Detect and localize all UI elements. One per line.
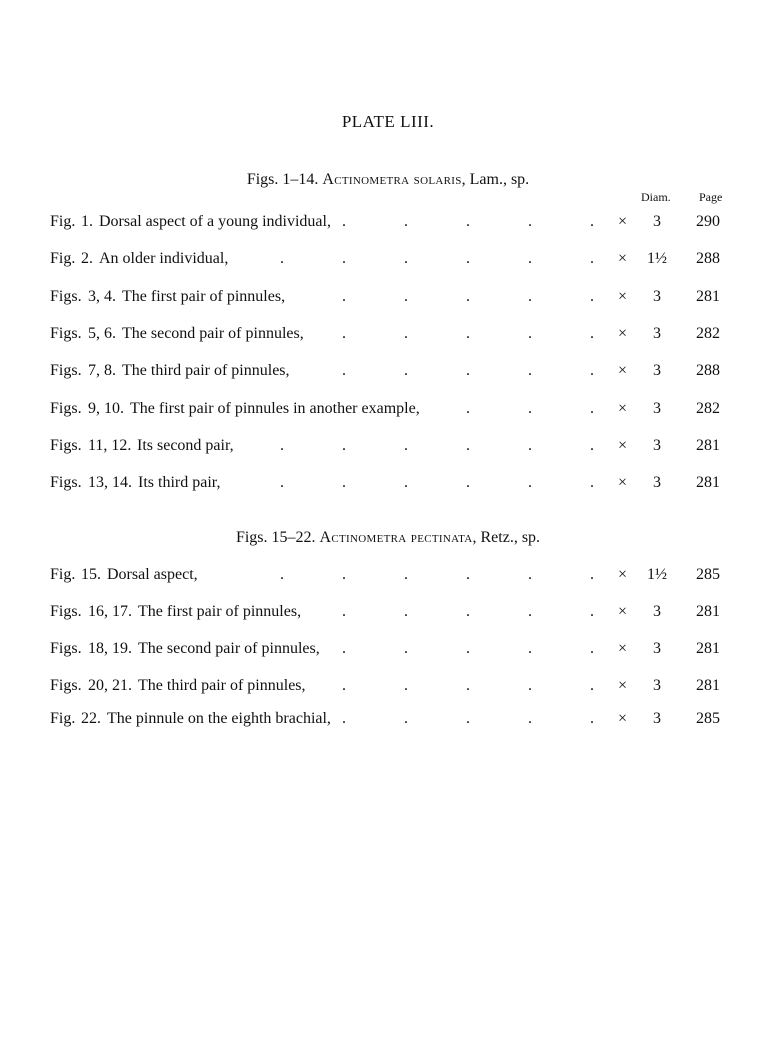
figure-number: 1. bbox=[81, 213, 93, 230]
section-suffix: , Retz., sp. bbox=[472, 529, 541, 546]
leader-dot: . bbox=[404, 566, 408, 583]
figure-label: Figs. bbox=[50, 362, 82, 379]
figure-row bbox=[0, 603, 776, 625]
figure-row bbox=[0, 710, 776, 732]
multiplication-sign: × bbox=[618, 362, 628, 379]
page-column-header: Page bbox=[699, 190, 723, 204]
multiplication-sign: × bbox=[618, 566, 628, 583]
multiplication-sign: × bbox=[618, 250, 628, 267]
figure-number: 2. bbox=[81, 250, 93, 267]
leader-dot: . bbox=[528, 400, 532, 417]
section-prefix: Figs. 15–22. bbox=[235, 529, 316, 546]
leader-dot: . bbox=[342, 362, 346, 379]
diameter-value: 3 bbox=[653, 677, 661, 694]
page-number: 285 bbox=[696, 710, 720, 727]
leader-dot: . bbox=[528, 566, 532, 583]
figure-row bbox=[0, 437, 776, 459]
leader-dot: . bbox=[280, 474, 284, 491]
leader-dot: . bbox=[590, 400, 594, 417]
leader-dot: . bbox=[280, 566, 284, 583]
leader-dot: . bbox=[466, 640, 470, 657]
leader-dot: . bbox=[404, 250, 408, 267]
species-name: Actinometra solaris bbox=[322, 171, 462, 188]
figure-row bbox=[0, 250, 776, 272]
diameter-value: 3 bbox=[653, 213, 661, 230]
multiplication-sign: × bbox=[618, 474, 628, 491]
figure-row bbox=[0, 640, 776, 662]
figure-row bbox=[0, 677, 776, 699]
figure-description: The pinnule on the eighth brachial, bbox=[107, 710, 331, 727]
page-number: 282 bbox=[696, 325, 720, 342]
figure-row bbox=[0, 325, 776, 347]
figure-label: Figs. bbox=[50, 288, 82, 305]
leader-dot: . bbox=[590, 710, 594, 727]
diameter-value: 1½ bbox=[647, 250, 667, 267]
leader-dot: . bbox=[342, 250, 346, 267]
leader-dot: . bbox=[342, 603, 346, 620]
figure-description: The third pair of pinnules, bbox=[138, 677, 306, 694]
page-number: 288 bbox=[696, 250, 720, 267]
section-suffix: , Lam., sp. bbox=[461, 171, 530, 188]
figure-number: 18, 19. bbox=[88, 640, 132, 657]
leader-dot: . bbox=[590, 213, 594, 230]
leader-dot: . bbox=[342, 325, 346, 342]
leader-dot: . bbox=[590, 603, 594, 620]
leader-dot: . bbox=[590, 288, 594, 305]
figure-row bbox=[0, 474, 776, 496]
page-number: 281 bbox=[696, 603, 720, 620]
figure-description: The second pair of pinnules, bbox=[138, 640, 320, 657]
page-number: 288 bbox=[696, 362, 720, 379]
leader-dot: . bbox=[404, 213, 408, 230]
figure-description: The first pair of pinnules in another example, bbox=[130, 400, 420, 417]
leader-dot: . bbox=[466, 325, 470, 342]
leader-dot: . bbox=[590, 640, 594, 657]
leader-dot: . bbox=[280, 437, 284, 454]
multiplication-sign: × bbox=[618, 400, 628, 417]
diameter-value: 3 bbox=[653, 362, 661, 379]
leader-dot: . bbox=[528, 213, 532, 230]
leader-dot: . bbox=[342, 566, 346, 583]
figure-description: The third pair of pinnules, bbox=[122, 362, 290, 379]
page-number: 281 bbox=[696, 288, 720, 305]
diameter-value: 3 bbox=[653, 710, 661, 727]
figure-label: Figs. bbox=[50, 640, 82, 657]
leader-dot: . bbox=[590, 677, 594, 694]
leader-dot: . bbox=[466, 474, 470, 491]
leader-dot: . bbox=[466, 213, 470, 230]
figure-description: Dorsal aspect of a young individual, bbox=[99, 213, 331, 230]
figure-label: Figs. bbox=[50, 325, 82, 342]
leader-dot: . bbox=[528, 474, 532, 491]
figure-number: 11, 12. bbox=[88, 437, 132, 454]
leader-dot: . bbox=[404, 437, 408, 454]
figure-label: Figs. bbox=[50, 603, 82, 620]
diameter-value: 1½ bbox=[647, 566, 667, 583]
leader-dot: . bbox=[528, 288, 532, 305]
figure-description: Its third pair, bbox=[138, 474, 221, 491]
figure-description: Dorsal aspect, bbox=[107, 566, 198, 583]
leader-dot: . bbox=[404, 710, 408, 727]
diameter-value: 3 bbox=[653, 603, 661, 620]
leader-dot: . bbox=[404, 603, 408, 620]
figure-label: Figs. bbox=[50, 400, 82, 417]
figure-number: 13, 14. bbox=[88, 474, 132, 491]
diameter-value: 3 bbox=[653, 288, 661, 305]
figure-description: An older individual, bbox=[99, 250, 229, 267]
leader-dot: . bbox=[404, 288, 408, 305]
page-number: 282 bbox=[696, 400, 720, 417]
figure-number: 16, 17. bbox=[88, 603, 132, 620]
leader-dot: . bbox=[404, 474, 408, 491]
leader-dot: . bbox=[404, 640, 408, 657]
figure-row bbox=[0, 288, 776, 310]
leader-dot: . bbox=[342, 213, 346, 230]
leader-dot: . bbox=[466, 250, 470, 267]
diam-column-header: Diam. bbox=[641, 190, 671, 204]
figure-number: 9, 10. bbox=[88, 400, 124, 417]
leader-dot: . bbox=[528, 603, 532, 620]
page-number: 281 bbox=[696, 474, 720, 491]
multiplication-sign: × bbox=[618, 640, 628, 657]
figure-number: 7, 8. bbox=[88, 362, 116, 379]
leader-dot: . bbox=[528, 325, 532, 342]
page-number: 290 bbox=[696, 213, 720, 230]
figure-row bbox=[0, 566, 776, 588]
figure-number: 22. bbox=[81, 710, 101, 727]
leader-dot: . bbox=[466, 710, 470, 727]
multiplication-sign: × bbox=[618, 710, 628, 727]
leader-dot: . bbox=[466, 566, 470, 583]
leader-dot: . bbox=[342, 640, 346, 657]
diameter-value: 3 bbox=[653, 474, 661, 491]
figure-row bbox=[0, 400, 776, 422]
diameter-value: 3 bbox=[653, 400, 661, 417]
species-name: Actinometra pectinata bbox=[319, 529, 473, 546]
figure-number: 5, 6. bbox=[88, 325, 116, 342]
leader-dot: . bbox=[590, 250, 594, 267]
section-heading bbox=[0, 529, 776, 547]
leader-dot: . bbox=[342, 437, 346, 454]
figure-description: The second pair of pinnules, bbox=[122, 325, 304, 342]
leader-dot: . bbox=[466, 400, 470, 417]
leader-dot: . bbox=[404, 362, 408, 379]
leader-dot: . bbox=[342, 288, 346, 305]
leader-dot: . bbox=[590, 566, 594, 583]
figure-label: Figs. bbox=[50, 474, 82, 491]
leader-dot: . bbox=[466, 603, 470, 620]
figure-description: The first pair of pinnules, bbox=[138, 603, 302, 620]
diameter-value: 3 bbox=[653, 640, 661, 657]
leader-dot: . bbox=[280, 250, 284, 267]
diameter-value: 3 bbox=[653, 437, 661, 454]
figure-number: 15. bbox=[81, 566, 101, 583]
plate-title: PLATE LIII. bbox=[341, 112, 435, 131]
page-number: 281 bbox=[696, 437, 720, 454]
figure-description: Its second pair, bbox=[137, 437, 234, 454]
section-heading bbox=[0, 171, 776, 189]
figure-row bbox=[0, 213, 776, 235]
figure-number: 3, 4. bbox=[88, 288, 116, 305]
figure-label: Fig. bbox=[50, 250, 76, 267]
multiplication-sign: × bbox=[618, 288, 628, 305]
page-number: 281 bbox=[696, 677, 720, 694]
figure-label: Figs. bbox=[50, 677, 82, 694]
leader-dot: . bbox=[528, 640, 532, 657]
multiplication-sign: × bbox=[618, 325, 628, 342]
leader-dot: . bbox=[528, 437, 532, 454]
page-number: 281 bbox=[696, 640, 720, 657]
leader-dot: . bbox=[590, 325, 594, 342]
leader-dot: . bbox=[342, 474, 346, 491]
figure-label: Figs. bbox=[50, 437, 82, 454]
leader-dot: . bbox=[528, 250, 532, 267]
leader-dot: . bbox=[528, 710, 532, 727]
leader-dot: . bbox=[590, 362, 594, 379]
leader-dot: . bbox=[404, 677, 408, 694]
leader-dot: . bbox=[528, 677, 532, 694]
diameter-value: 3 bbox=[653, 325, 661, 342]
figure-label: Fig. bbox=[50, 710, 76, 727]
page-number: 285 bbox=[696, 566, 720, 583]
leader-dot: . bbox=[466, 437, 470, 454]
leader-dot: . bbox=[342, 710, 346, 727]
figure-row bbox=[0, 362, 776, 384]
figure-label: Fig. bbox=[50, 566, 76, 583]
leader-dot: . bbox=[590, 474, 594, 491]
multiplication-sign: × bbox=[618, 677, 628, 694]
leader-dot: . bbox=[342, 677, 346, 694]
leader-dot: . bbox=[404, 325, 408, 342]
multiplication-sign: × bbox=[618, 213, 628, 230]
multiplication-sign: × bbox=[618, 603, 628, 620]
multiplication-sign: × bbox=[618, 437, 628, 454]
leader-dot: . bbox=[528, 362, 532, 379]
leader-dot: . bbox=[590, 437, 594, 454]
leader-dot: . bbox=[466, 362, 470, 379]
section-prefix: Figs. 1–14. bbox=[246, 171, 319, 188]
figure-description: The first pair of pinnules, bbox=[122, 288, 286, 305]
figure-number: 20, 21. bbox=[88, 677, 132, 694]
leader-dot: . bbox=[466, 677, 470, 694]
figure-label: Fig. bbox=[50, 213, 76, 230]
leader-dot: . bbox=[466, 288, 470, 305]
